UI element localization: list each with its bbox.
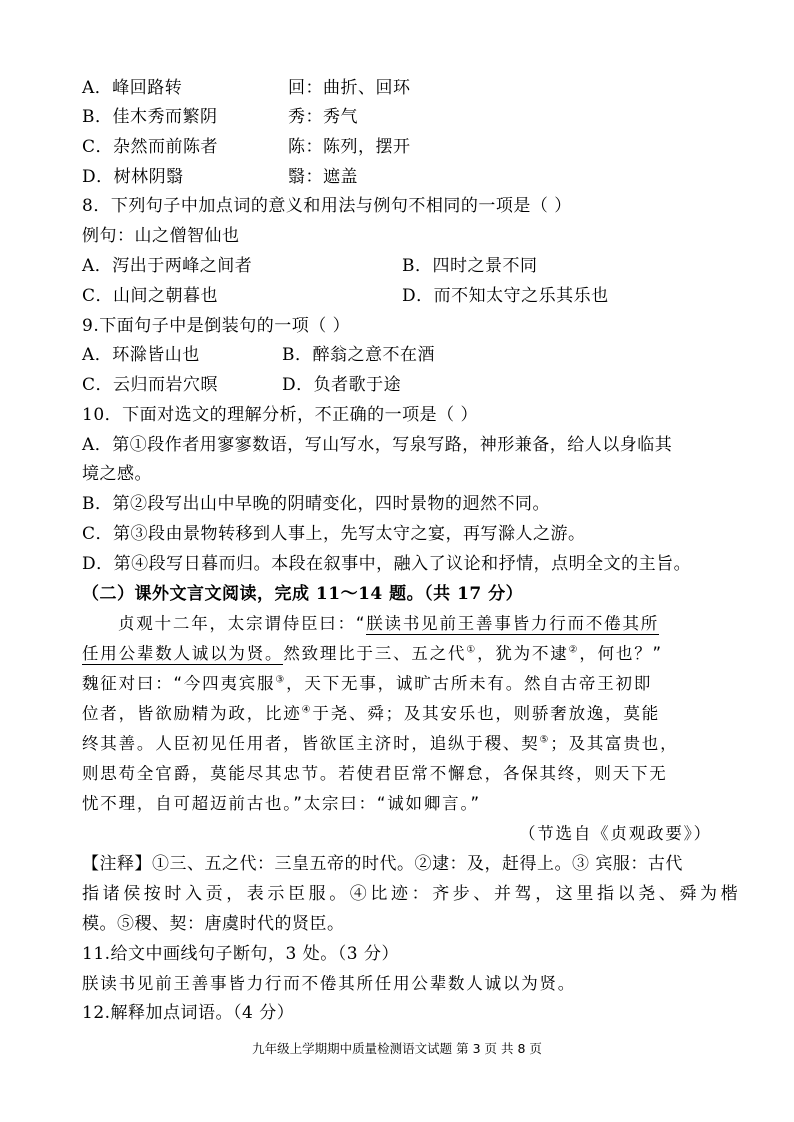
passage-text: ，天下无事，诚旷古所未有。然自古帝王初即 xyxy=(286,674,653,693)
q9-option-c: C．云归而岩穴暝 xyxy=(82,375,219,395)
q7-option-b xyxy=(82,107,358,127)
passage-text: ；及其富贵也， xyxy=(550,734,679,753)
passage-source: （节选自《贞观政要》） xyxy=(518,824,712,843)
passage-text: ，何也？” xyxy=(579,644,663,663)
q10-option-b: B．第②段写出山中早晚的阴晴变化，四时景物的迥然不同。 xyxy=(82,494,550,514)
q8-option-c: C．山间之朝暮也 xyxy=(82,286,219,306)
passage-line-2 xyxy=(82,644,663,664)
q8-option-b: B．四时之景不同 xyxy=(402,256,538,276)
passage-line-4 xyxy=(82,704,660,724)
passage-text: 魏征对曰：“今四夷宾服 xyxy=(82,674,276,693)
q9-option-d: D．负者歌于途 xyxy=(282,375,402,395)
q7-option-a xyxy=(82,78,411,98)
q7-option-text: B．佳木秀而繁阴 xyxy=(82,107,218,127)
footnote-marker: ② xyxy=(568,644,580,656)
passage-text: 贞观十二年，太宗谓侍臣曰：“ xyxy=(118,614,367,633)
q10-option-a: A．第①段作者用寥寥数语，写山写水，写泉写路，神形兼备，给人以身临其 xyxy=(82,435,673,455)
footnote-marker: ④ xyxy=(301,704,313,716)
q9-option-a: A．环滁皆山也 xyxy=(82,345,200,365)
q9-row-cd xyxy=(82,375,402,395)
q12-stem: 12.解释加点词语。（4 分） xyxy=(82,1003,295,1023)
q8-row-cd xyxy=(82,286,609,306)
q8-stem: 8．下列句子中加点词的意义和用法与例句不相同的一项是（ ） xyxy=(82,196,572,216)
q7-option-text: A．峰回路转 xyxy=(82,78,183,98)
notes-line-2: 指诸侯按时入贡，表示臣服。④比迹：齐步、并驾，这里指以尧、舜为楷 xyxy=(82,884,742,904)
passage-text: 于尧、舜；及其安乐也，则骄奢放逸，莫能 xyxy=(312,704,661,723)
passage-text: 然致理比于三、五之代 xyxy=(283,644,467,663)
q8-row-ab xyxy=(82,256,538,276)
q10-option-c: C．第③段由景物转移到人事上，先写太守之宴，再写滁人之游。 xyxy=(82,524,586,544)
passage-line-3 xyxy=(82,674,652,694)
underlined-sentence: 朕读书见前王善事皆力行而不倦其所 xyxy=(366,614,660,633)
q7-option-gloss: 翳：遮盖 xyxy=(288,167,358,187)
notes-line-3: 模。⑤稷、契：唐虞时代的贤臣。 xyxy=(82,914,345,934)
q10-option-a-cont: 境之感。 xyxy=(82,464,152,484)
q8-example: 例句：山之僧智仙也 xyxy=(82,226,240,246)
q9-option-b: B．醉翁之意不在酒 xyxy=(282,345,435,365)
passage-text: 位者，皆欲励精为政，比迹 xyxy=(82,704,302,723)
q10-option-d: D．第④段写日暮而归。本段在叙事中，融入了议论和抒情，点明全文的主旨。 xyxy=(82,554,692,574)
q11-stem: 11.给文中画线句子断句，3 处。（3 分） xyxy=(82,944,399,964)
footnote-marker: ③ xyxy=(275,674,287,686)
footnote-marker: ⑤ xyxy=(539,734,551,746)
page-footer: 九年级上学期期中质量检测语文试题 第 3 页 共 8 页 xyxy=(252,1041,542,1056)
footnote-marker: ① xyxy=(466,644,478,656)
q9-stem: 9.下面句子中是倒装句的一项（ ） xyxy=(82,316,351,336)
q7-option-text: C．杂然而前陈者 xyxy=(82,137,219,157)
q10-stem: 10．下面对选文的理解分析，不正确的一项是（ ） xyxy=(82,405,479,425)
q9-row-ab xyxy=(82,345,435,365)
notes-line-1: 【注释】①三、五之代：三皇五帝的时代。②逮：及，赶得上。③ 宾服：古代 xyxy=(82,854,683,874)
passage-line-5 xyxy=(82,734,678,754)
passage-line-6: 则思苟全官爵，莫能尽其忠节。若使君臣常不懈怠，各保其终，则天下无 xyxy=(82,764,668,783)
q7-option-gloss: 陈：陈列，摆开 xyxy=(288,137,411,157)
q7-option-c xyxy=(82,137,411,157)
section-title: （二）课外文言文阅读，完成 11～14 题。（共 17 分） xyxy=(82,584,524,604)
passage-line-1 xyxy=(118,614,659,634)
passage-text: 终其善。人臣初见任用者，皆欲匡主济时，追纵于稷、契 xyxy=(82,734,540,753)
passage-text: ，犹为不逮 xyxy=(477,644,569,663)
underlined-sentence: 任用公辈数人诚以为贤。 xyxy=(82,644,284,663)
q8-option-a: A．泻出于两峰之间者 xyxy=(82,256,253,276)
q7-option-gloss: 秀：秀气 xyxy=(288,107,358,127)
q7-option-d xyxy=(82,167,358,187)
passage-line-7: 忧不理，自可超迈前古也。”太宗曰：“诚如卿言。” xyxy=(82,794,481,813)
q7-option-text: D．树林阴翳 xyxy=(82,167,184,187)
q8-option-d: D．而不知太守之乐其乐也 xyxy=(402,286,609,306)
q11-sentence: 朕读书见前王善事皆力行而不倦其所任用公辈数人诚以为贤。 xyxy=(82,974,577,993)
q7-option-gloss: 回：曲折、回环 xyxy=(288,78,411,98)
